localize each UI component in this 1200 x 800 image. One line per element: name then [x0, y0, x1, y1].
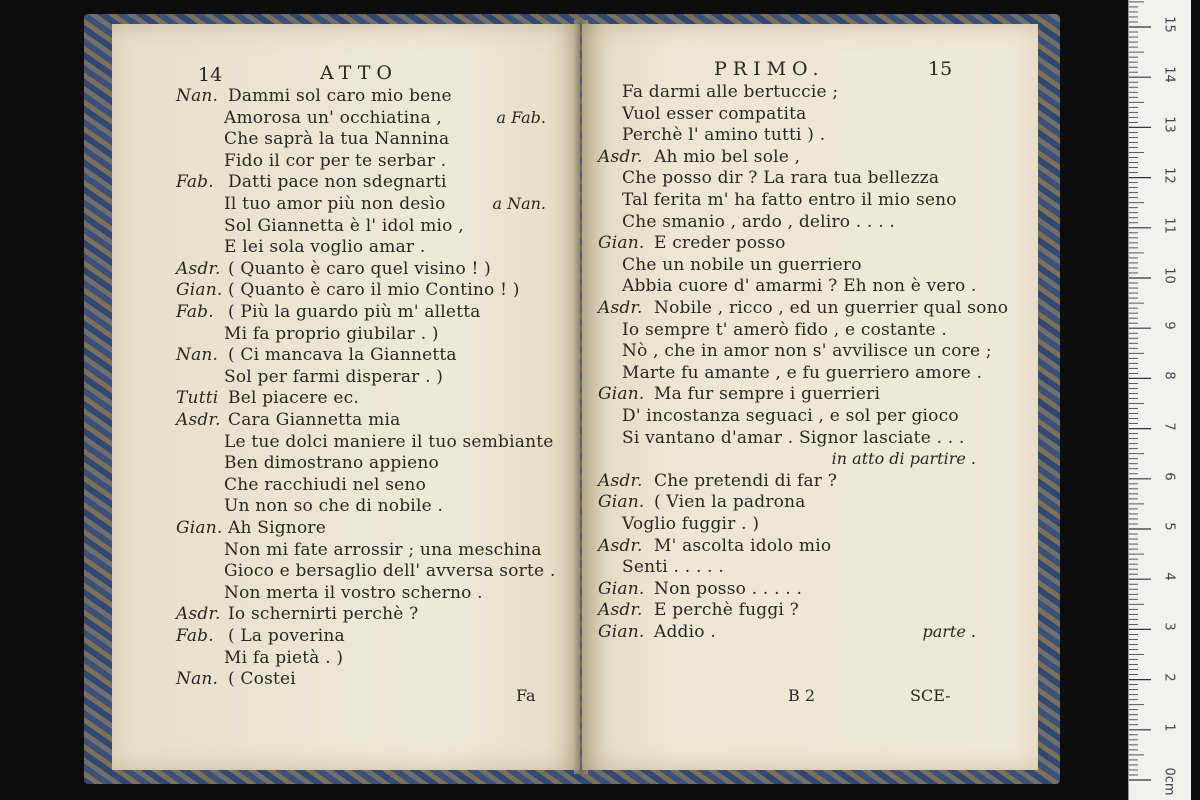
verse-line: Bel piacere ec. [228, 388, 360, 409]
verse-line: Ah mio bel sole , [654, 146, 801, 167]
speaker-label: Gian. [598, 578, 645, 599]
speaker-label: Nan. [176, 669, 219, 690]
ruler-label: 9 [1161, 321, 1177, 330]
ruler-label: 8 [1161, 371, 1177, 381]
verse-line: Che smanio , ardo , deliro . . . . [622, 211, 896, 232]
verse-line: ( Costei [228, 669, 296, 690]
verse-line: Mi fa proprio giubilar . ) [224, 323, 439, 344]
verse-line: Ah Signore [228, 518, 326, 538]
verse-line: E lei sola voglio amar . [224, 237, 426, 258]
right-page-number: 15 [928, 58, 953, 80]
verse-line: Fa darmi alle bertuccie ; [622, 82, 839, 102]
verse-line: Perchè l' amino tutti ) . [622, 125, 826, 146]
ruler-label: 14 [1161, 66, 1177, 83]
verse-line: Si vantano d'amar . Signor lasciate . . . [622, 427, 965, 448]
verse-line: Non mi fate arrossir ; una meschina [224, 539, 542, 560]
verse-line: Voglio fuggir . ) [622, 514, 760, 534]
speaker-label: Asdr. [598, 535, 643, 556]
speaker-label: Asdr. [598, 600, 643, 621]
verse-line: Il tuo amor più non desìo [224, 194, 446, 214]
verse-line: Ma fur sempre i guerrieri [654, 384, 881, 405]
verse-line: ( La poverina [228, 626, 345, 646]
verse-line: Tal ferita m' ha fatto entro il mio seno [622, 190, 957, 210]
verse-line: Ben dimostrano appieno [224, 453, 439, 474]
verse-line: M' ascolta idolo mio [654, 535, 832, 556]
speaker-label: Nan. [176, 345, 219, 366]
speaker-label: Tutti [176, 388, 219, 409]
verse-line: Marte fu amante , e fu guerriero amore . [622, 362, 983, 383]
left-page-header: ATTO [320, 62, 398, 84]
verse-line: Amorosa un' occhiatina , [224, 107, 442, 128]
verse-line: Mi fa pietà . ) [224, 647, 344, 668]
verse-line: Che posso dir ? La rara tua bellezza [622, 168, 940, 189]
speaker-label: Gian. [598, 384, 645, 405]
speaker-label: Asdr. [598, 298, 643, 318]
verse-line: Abbia cuore d' amarmi ? Eh non è vero . [622, 276, 977, 297]
verse-line: Vuol esser compatita [622, 103, 807, 124]
verse-line: Fido il cor per te serbar . [224, 150, 447, 171]
verse-line: Io sempre t' amerò fido , e costante . [622, 319, 947, 340]
ruler-label: 11 [1161, 217, 1177, 234]
verse-line: Non posso . . . . . [654, 578, 803, 599]
ruler-label: 12 [1161, 166, 1177, 184]
left-page-number: 14 [198, 64, 223, 86]
verse-line: Senti . . . . . [622, 557, 724, 578]
verse-line: Nobile , ricco , ed un guerrier qual sono [654, 298, 1009, 318]
stage-direction: in atto di partire . [831, 449, 976, 469]
verse-line: Io schernirti perchè ? [228, 604, 419, 625]
speaker-label: Asdr. [176, 604, 221, 625]
verse-line: Nò , che in amor non s' avvilisce un core ; [622, 341, 992, 362]
speaker-label: Gian. [598, 492, 645, 513]
ruler-ticks [1129, 0, 1191, 800]
verse-line: ( Quanto è caro il mio Contino ! ) [228, 280, 520, 301]
speaker-label: Asdr. [176, 258, 221, 279]
speaker-label: Gian. [598, 622, 645, 642]
speaker-label: Nan. [176, 86, 219, 106]
speaker-label: Gian. [176, 280, 223, 301]
verse-line: Le tue dolci maniere il tuo sembiante [224, 431, 554, 452]
right-page [582, 24, 1038, 770]
verse-line: ( Più la guardo più m' alletta [228, 302, 481, 322]
ruler-label: 5 [1161, 522, 1177, 531]
speaker-label: Gian. [598, 233, 645, 254]
verse-line: Addio . [654, 622, 716, 642]
verse-line: D' incostanza seguaci , e sol per gioco [622, 406, 959, 426]
ruler-label: 2 [1161, 672, 1177, 682]
verse-line: Gioco e bersaglio dell' avversa sorte . [224, 561, 556, 582]
verse-line: ( Quanto è caro quel visino ! ) [228, 258, 491, 279]
ruler-label: 0cm [1161, 767, 1177, 796]
ruler-label: 4 [1161, 572, 1177, 581]
right-page-header: PRIMO. [714, 58, 825, 80]
verse-line: E perchè fuggi ? [654, 600, 799, 621]
left-page [112, 24, 580, 770]
ruler-label: 13 [1161, 116, 1177, 134]
ruler-label: 6 [1161, 472, 1177, 481]
stage-direction: parte . [922, 622, 976, 641]
ruler-label: 1 [1161, 723, 1177, 732]
speaker-label: Asdr. [598, 146, 643, 167]
verse-line: Che un nobile un guerriero [622, 254, 862, 275]
measurement-ruler [1128, 0, 1191, 800]
stage-direction: a Nan. [492, 194, 546, 213]
verse-line: ( Vien la padrona [654, 492, 806, 513]
right-signature-mark: B 2 [788, 686, 816, 705]
speaker-label: Fab. [176, 302, 214, 322]
ruler-label: 15 [1161, 16, 1177, 33]
verse-line: Che saprà la tua Nannina [224, 129, 450, 150]
left-catchword: Fa [516, 686, 536, 705]
ruler-label: 10 [1161, 267, 1177, 284]
verse-line: Datti pace non sdegnarti [228, 172, 447, 193]
speaker-label: Asdr. [176, 410, 221, 430]
ruler-label: 7 [1161, 421, 1177, 431]
verse-line: Dammi sol caro mio bene [228, 86, 452, 106]
verse-line: Un non so che di nobile . [224, 496, 444, 517]
speaker-label: Gian. [176, 518, 223, 538]
verse-line: Non merta il vostro scherno . [224, 582, 483, 603]
stage-direction: a Fab. [496, 107, 546, 127]
right-catchword: SCE- [910, 686, 951, 705]
verse-line: E creder posso [654, 233, 786, 254]
verse-line: Che racchiudi nel seno [224, 474, 427, 495]
verse-line: Che pretendi di far ? [654, 470, 838, 491]
verse-line: ( Ci mancava la Giannetta [228, 345, 457, 366]
verse-line: Sol Giannetta è l' idol mio , [224, 215, 464, 236]
speaker-label: Fab. [176, 626, 214, 646]
verse-line: Sol per farmi disperar . ) [224, 366, 444, 387]
ruler-label: 3 [1161, 622, 1177, 632]
verse-line: Cara Giannetta mia [228, 410, 401, 430]
speaker-label: Asdr. [598, 470, 643, 491]
speaker-label: Fab. [176, 172, 214, 193]
